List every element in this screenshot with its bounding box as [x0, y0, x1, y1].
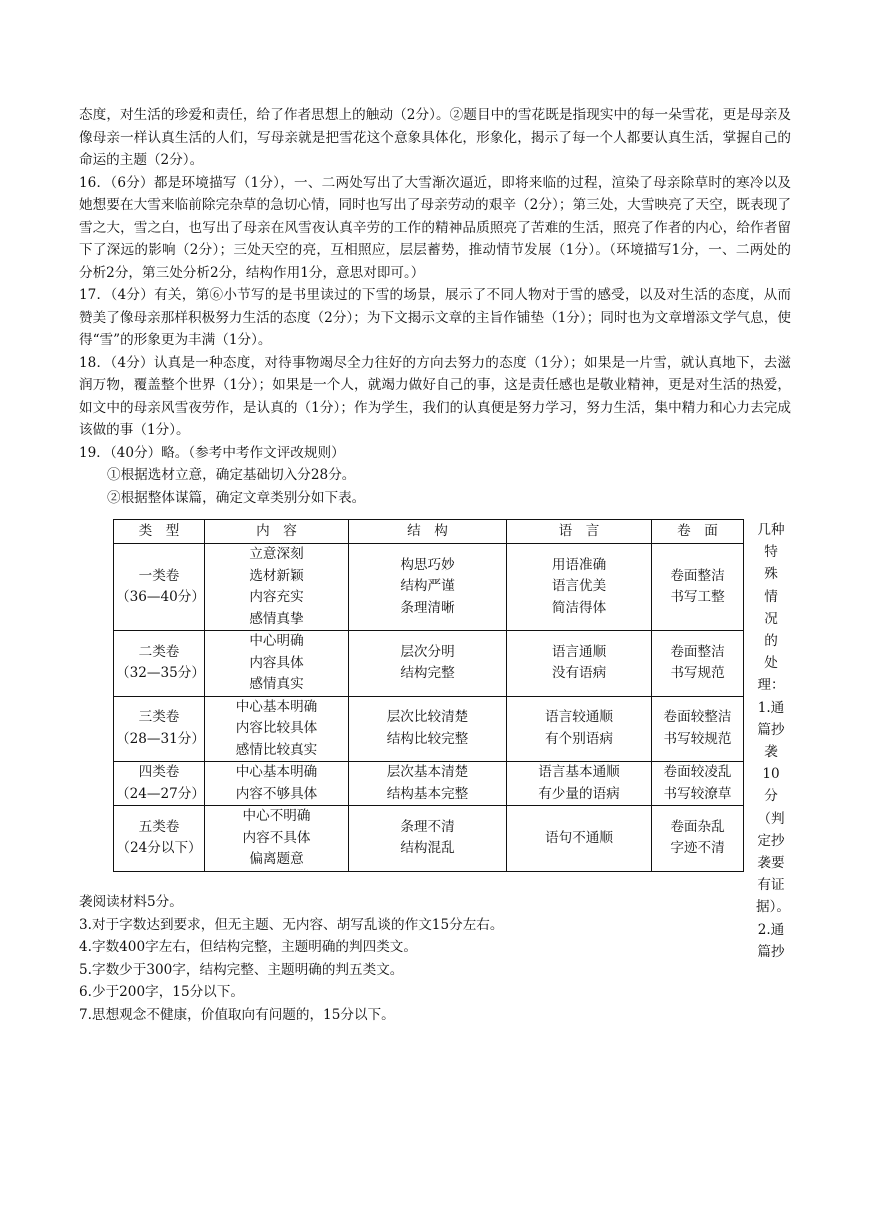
cell-language	[507, 762, 652, 806]
cell-line: 条理清晰	[400, 599, 455, 616]
cell-line: 结构完整	[400, 665, 455, 682]
special-case-2-continued: 袭阅读材料5分。	[79, 894, 183, 910]
cell-type	[114, 806, 205, 872]
header-content: 内 容	[205, 520, 349, 544]
cell-line: 中心明确	[249, 633, 304, 649]
table-row	[114, 806, 744, 872]
side-note-line: 有证	[757, 877, 785, 894]
cell-line: 卷面杂乱	[670, 818, 725, 835]
cell-line: 卷面整洁	[670, 643, 725, 660]
cell-line: 语言通顺	[551, 643, 607, 660]
cell-line: 内容比较具体	[235, 720, 318, 736]
cell-line: 书写规范	[670, 665, 725, 682]
cell-line: 简洁得体	[551, 599, 607, 616]
cell-line: （32—35分）	[116, 665, 205, 682]
side-note-line: 定抄	[757, 832, 785, 849]
cell-line: 书写较潦草	[663, 785, 732, 802]
cell-line: 结构基本完整	[386, 785, 469, 802]
special-case-6: 6.少于200字，15分以下。	[79, 984, 244, 1000]
side-note-line: 篇抄	[757, 721, 785, 738]
cell-surface	[652, 544, 744, 631]
table-header-row	[114, 520, 744, 544]
cell-line: 内容充实	[249, 589, 304, 605]
answer-19: 19．（40分）略。（参考中考作文评改规则）	[79, 444, 345, 461]
header-surface: 卷 面	[652, 520, 744, 544]
cell-line: 语言基本通顺	[538, 764, 620, 780]
cell-line: 结构严谨	[400, 578, 455, 595]
cell-line: 内容不够具体	[235, 785, 318, 802]
cell-line: 中心基本明确	[235, 764, 318, 780]
cell-content	[205, 696, 349, 762]
cell-structure	[349, 544, 507, 631]
answer-18: 18．（4分）认真是一种态度，对待事物竭尽全力往好的方向去努力的态度（1分）；如果是一片雪，就认真地下，去滋润万物，覆盖整个世界（1分）；如果是一个人，就竭力做好自己的事，这是责任感也是敬业精神，更是对生活的热爱，如文中的母亲风雪夜劳作，是认真的（1分）；作为学生，我们的认真便是努力学习，努力生活，集中精力和心力去完成该做的事（1分）。	[79, 354, 791, 438]
cell-line: 选材新颖	[249, 567, 304, 584]
cell-line: 卷面较整洁	[663, 709, 732, 726]
cell-type	[114, 762, 205, 806]
cell-content	[205, 762, 349, 806]
cell-content	[205, 631, 349, 697]
side-note-line: 的	[764, 633, 778, 650]
side-note-line: 殊	[764, 566, 778, 583]
cell-line: 语言优美	[551, 578, 607, 595]
cell-line: 四类卷	[138, 764, 180, 780]
side-note-line: 袭10	[762, 744, 780, 783]
cell-line: （24—27分）	[116, 785, 205, 802]
cell-language	[507, 631, 652, 697]
cell-line: 三类卷	[138, 709, 180, 726]
cell-line: 结构混乱	[400, 840, 455, 857]
cell-line: 感情真挚	[249, 610, 304, 627]
cell-line: 内容不具体	[242, 829, 311, 846]
cell-line: 偏离题意	[249, 851, 304, 867]
cell-language	[507, 696, 652, 762]
cell-line: （24分以下）	[116, 840, 202, 857]
cell-content	[205, 544, 349, 631]
cell-line: 没有语病	[551, 665, 607, 682]
cell-line: 字迹不清	[670, 840, 725, 857]
cell-language	[507, 544, 652, 631]
header-structure: 结 构	[349, 520, 507, 544]
side-note-line: 情	[764, 588, 778, 605]
cell-line: 书写工整	[670, 589, 725, 605]
cell-type	[114, 631, 205, 697]
cell-type	[114, 696, 205, 762]
cell-line: 中心不明确	[242, 808, 311, 824]
cell-line: 一类卷	[138, 567, 180, 584]
cell-structure	[349, 696, 507, 762]
special-case-4: 4.字数400字左右，但结构完整，主题明确的判四类文。	[79, 939, 417, 955]
side-note-line: 处	[764, 655, 778, 672]
cell-surface	[652, 631, 744, 697]
table-row	[114, 631, 744, 697]
cell-surface	[652, 806, 744, 872]
cell-line: 卷面较凌乱	[663, 764, 732, 780]
side-note-line: 1.通	[757, 699, 785, 716]
side-note-line: 袭要	[757, 855, 785, 872]
cell-line: 立意深刻	[249, 546, 304, 562]
special-case-7: 7.思想观念不健康，价值取向有问题的，15分以下。	[79, 1006, 395, 1023]
cell-structure	[349, 762, 507, 806]
cell-line: 感情比较真实	[235, 741, 318, 758]
side-note-line: 特	[764, 544, 778, 561]
table-row	[114, 696, 744, 762]
side-note-line: 况	[764, 610, 778, 627]
cell-line: 内容具体	[249, 654, 304, 671]
grading-table	[113, 519, 744, 872]
cell-line: 语言较通顺	[545, 709, 613, 726]
header-type: 类 型	[114, 520, 205, 544]
cell-type	[114, 544, 205, 631]
cell-line: 卷面整洁	[670, 567, 725, 584]
cell-surface	[652, 762, 744, 806]
cell-line: 二类卷	[138, 643, 180, 660]
cell-line: 中心基本明确	[235, 698, 318, 715]
special-case-5: 5.字数少于300字，结构完整、主题明确的判五类文。	[79, 961, 404, 978]
side-note-line: 分	[764, 788, 778, 805]
side-note-line: 篇抄	[757, 943, 785, 960]
cell-structure	[349, 631, 507, 697]
table-row	[114, 762, 744, 806]
cell-line: 层次基本清楚	[386, 764, 469, 780]
cell-line: 结构比较完整	[386, 730, 469, 747]
cell-line: 语句不通顺	[545, 829, 613, 846]
side-note-line: 几种	[757, 522, 785, 538]
special-cases-note	[756, 519, 790, 963]
cell-line: 书写较规范	[663, 730, 732, 747]
cell-line: （28—31分）	[116, 730, 205, 747]
cell-line: 有少量的语病	[538, 785, 620, 802]
cell-line: 感情真实	[249, 676, 304, 692]
answer-16: 16．（6分）都是环境描写（1分），一、二两处写出了大雪渐次逼近，即将来临的过程，渲染了母亲除草时的寒冷以及她想要在大雪来临前除完杂草的急切心情，同时也写出了母亲劳动的艰辛（2分）；第三处，大雪映亮了天空，既表现了雪之大，雪之白，也写出了母亲在风雪夜认真辛劳的工作的精神品质照亮了苦难的生活，照亮了作者的内心，给作者留下了深远的影响（2分）；三处天空的亮，互相照应，层层蓄势，推动情节发展（1分）。（环境描写1分，一、二两处的分析2分，第三处分析2分，结构作用1分，意思对即可。）	[79, 174, 791, 281]
answer-19-step-1: ①根据选材立意，确定基础切入分28分。	[107, 467, 356, 483]
cell-line: 层次分明	[400, 643, 455, 660]
header-language: 语 言	[507, 520, 652, 544]
answer-19-step-2: ②根据整体谋篇，确定文章类别分如下表。	[107, 489, 366, 506]
cell-structure	[349, 806, 507, 872]
side-note-line: 据）。	[756, 899, 790, 916]
cell-line: 层次比较清楚	[386, 709, 469, 726]
cell-line: 用语准确	[551, 556, 607, 573]
cell-line: 条理不清	[400, 818, 455, 835]
answer-17: 17．（4分）有关，第⑥小节写的是书里读过的下雪的场景，展示了不同人物对于雪的感受，以及对生活的态度，从而赞美了像母亲那样积极努力生活的态度（2分）；为下文揭示文章的主旨作铺垫（1分）；同时也为文章增添文学气息，使得“雪”的形象更为丰满（1分）。	[79, 287, 791, 348]
side-note-line: 理：	[757, 677, 785, 694]
cell-surface	[652, 696, 744, 762]
paragraph-15-continued: 态度，对生活的珍爱和责任，给了作者思想上的触动（2分）。②题目中的雪花既是指现实中的每一朵雪花，更是母亲及像母亲一样认真生活的人们，写母亲就是把雪花这个意象具体化，形象化，揭示了每一个人都要认真生活，掌握自己的命运的主题（2分）。	[79, 107, 791, 168]
cell-line: 构思巧妙	[400, 556, 455, 573]
side-note-line: （判	[757, 810, 785, 827]
side-note-line: 2.通	[757, 921, 785, 938]
cell-line: （36—40分）	[116, 589, 205, 605]
special-cases-list	[79, 891, 791, 1026]
cell-line: 有个别语病	[545, 730, 613, 747]
cell-line: 五类卷	[138, 818, 180, 835]
special-case-3: 3.对于字数达到要求，但无主题、无内容、胡写乱谈的作文15分左右。	[79, 916, 504, 933]
answer-document	[79, 104, 791, 1026]
cell-language	[507, 806, 652, 872]
table-row	[114, 544, 744, 631]
cell-content	[205, 806, 349, 872]
